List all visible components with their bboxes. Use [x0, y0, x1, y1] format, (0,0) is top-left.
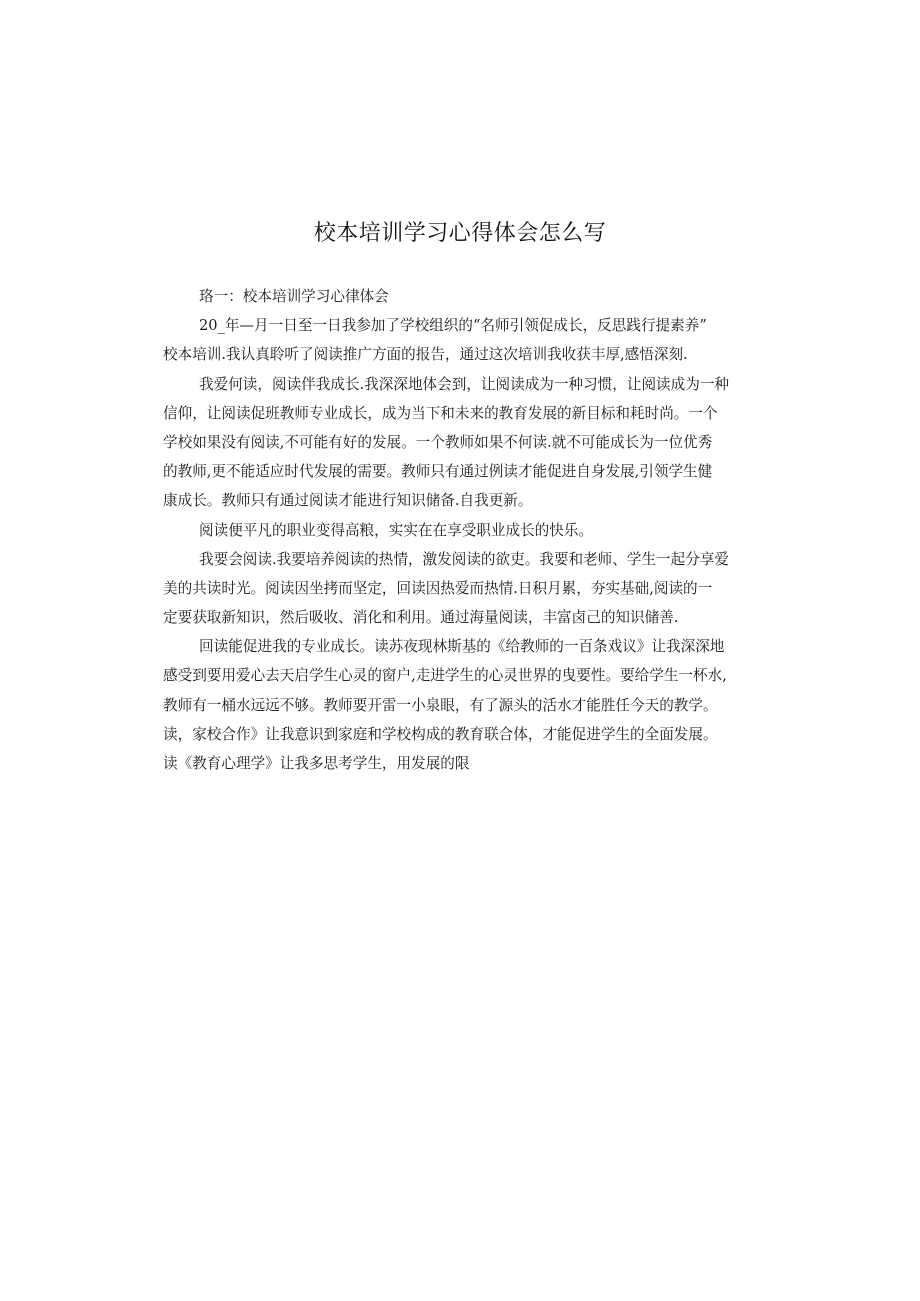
- paragraph-line: 回读能促进我的专业成长。读苏夜现林斯基的《给教师的一百条戏议》让我深深地: [199, 638, 725, 656]
- document-title: 校本培训学习心得体会怎么写: [313, 221, 607, 246]
- paragraph-line: 20_年—月一日至一日我参加了学校组织的“名师引领促成长，反思践行提素养”: [199, 317, 707, 335]
- paragraph-line: 读《教育心理学》让我多思考学生，用发展的限: [163, 755, 470, 772]
- paragraph-line: 感受到要用爱心去天启学生心灵的窗户,走进学生的心灵世界的曳要性。要给学生一杯水,: [163, 667, 727, 685]
- paragraph-line: 教师有一桶水远远不够。教师要开雷一小泉眼，有了源头的活水才能胜任今天的教学。: [163, 696, 718, 714]
- paragraph-line: 我爱何读，阅读伴我成长.我深深地体会到，让阅读成为一种习惯，让阅读成为一种: [199, 375, 730, 393]
- paragraph-line: 的教师,更不能适应时代发展的需要。教师只有通过例读才能促进自身发展,引领学生健: [163, 463, 713, 481]
- document-body: [163, 282, 747, 778]
- paragraph-line: 康成长。教师只有通过阅读才能进行知识储备.自我更新。: [163, 492, 533, 510]
- paragraph-line: 定要获取新知识，然后吸收、消化和利用。通过海量阅读，丰富卤己的知识储善.: [163, 609, 679, 627]
- paragraph-line: 我要会阅读.我要培养阅读的热情，激发阅读的欲吏。我要和老师、学生一起分享爱: [199, 550, 730, 568]
- paragraph-line: 珞一：校本培训学习心律体会: [199, 288, 389, 305]
- paragraph-line: 读，家校合作》让我意识到家庭和学校构成的教育联合体，才能促进学生的全面发展。: [163, 725, 718, 743]
- paragraph-line: 美的共读时光。阅读因坐拷而坚定，回读因热爱而热情.日积月累，夯实基础,阅读的一: [163, 579, 713, 597]
- paragraph-line: 信仰，让阅读促班教师专业成长，成为当下和未来的教育发展的新目标和耗时尚。一个: [163, 404, 718, 422]
- paragraph-line: 校本培训.我认真聆听了阅读推广方面的报告，通过这次培训我收获丰厚,感悟深刻.: [163, 346, 688, 364]
- paragraph-line: 学校如果没有阅读,不可能有好的发展。一个教师如果不何读.就不可能成长为一位优秀: [163, 433, 713, 451]
- paragraph-line: 阅读便平凡的职业变得高粮，实实在在享受职业成长的快乐。: [199, 521, 594, 539]
